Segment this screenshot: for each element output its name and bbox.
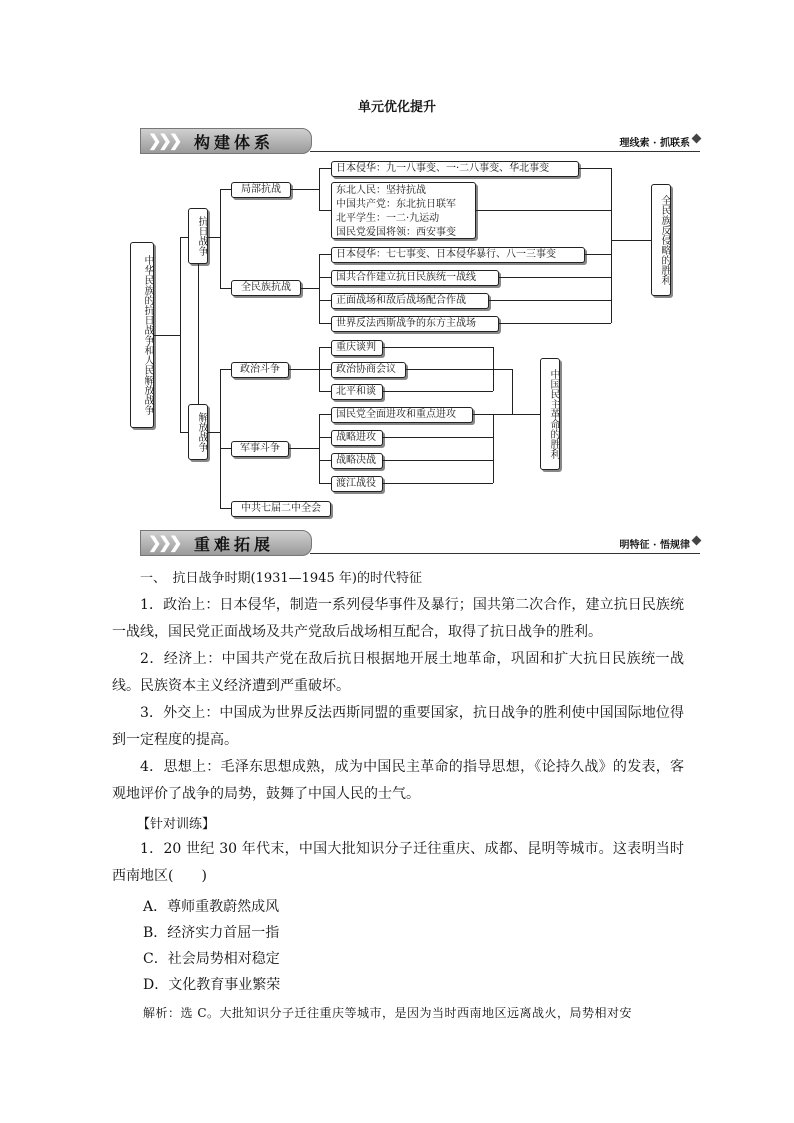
connector <box>319 460 331 461</box>
connector <box>611 240 651 241</box>
connector <box>319 254 320 323</box>
connector <box>291 189 319 190</box>
page-title: 单元优化提升 <box>357 100 436 115</box>
connector <box>220 189 231 190</box>
answer-explanation: 解析：选 C。大批知识分子迁往重庆等城市，是因为当时西南地区远离战火，局势相对安 <box>143 1006 632 1020</box>
connector <box>220 189 221 288</box>
paragraph: 4．思想上：毛泽东思想成熟，成为中国民主革命的指导思想，《论持久战》的发表，客观地评价了战争的局势，鼓舞了中国人民的士气。 <box>112 759 684 802</box>
node-junshi: 军事斗争 <box>231 441 289 457</box>
connector <box>493 369 512 370</box>
diagram-root: 中华民族的抗日战争和人民解放战争 <box>130 242 154 428</box>
connector <box>493 414 512 415</box>
node-victory1: 全民族反侵略的胜利 <box>651 184 671 296</box>
junshi-item: 渡江战役 <box>331 476 383 492</box>
connector <box>611 168 612 323</box>
node-victory2: 中国民主革命的胜利 <box>540 358 560 470</box>
connector <box>383 347 493 348</box>
connector <box>319 300 331 301</box>
connector <box>289 448 319 449</box>
connector <box>319 369 331 370</box>
connector <box>198 264 199 404</box>
connector <box>476 210 611 211</box>
connector <box>406 369 493 370</box>
connector <box>319 254 331 255</box>
node-jiefang: 解放战争 <box>188 404 208 460</box>
paragraph: 2．经济上：中国共产党在敌后抗日根据地开展土地革命，巩固和扩大抗日民族统一战线。民族资本主义经济遭到严重破坏。 <box>112 651 684 694</box>
chevron-icon: ❯❯❯ <box>148 533 180 552</box>
training-heading: 【针对训练】 <box>137 817 216 832</box>
node-kangri: 抗日战争 <box>188 208 208 264</box>
node-jubu: 局部抗战 <box>231 182 291 198</box>
paragraph: 3．外交上：中国成为世界反法西斯同盟的重要国家，抗日战争的胜利使中国国际地位得到一定程度的提高。 <box>112 705 684 748</box>
option: C．社会局势相对稳定 <box>143 951 280 967</box>
connector <box>383 437 493 438</box>
connector <box>383 391 493 392</box>
zhengzhi-item: 重庆谈判 <box>331 340 383 356</box>
connector <box>499 277 611 278</box>
paragraph: 1．政治上：日本侵华，制造一系列侵华事件及暴行；国共第二次合作，建立抗日民族统一战线，国民党正面战场及共产党敌后战场相互配合，取得了抗日战争的胜利。 <box>112 597 684 640</box>
connector <box>319 323 331 324</box>
chevron-icon: ❯❯❯ <box>148 131 180 150</box>
node-quanmin: 全民族抗战 <box>231 280 301 296</box>
connector <box>180 237 188 238</box>
banner-right-text: 明特征 · 悟规律 <box>619 540 690 551</box>
connector <box>208 432 220 433</box>
connector <box>208 237 220 238</box>
connector <box>220 369 221 508</box>
connector <box>180 237 181 432</box>
connector <box>512 414 540 415</box>
connector <box>512 369 513 414</box>
jubu-event: 日本侵华：九一八事变、一·二八事变、华北事变 <box>331 161 579 177</box>
jubu-resist-item: 东北人民：坚持抗战 <box>336 185 426 196</box>
connector <box>180 432 188 433</box>
connector <box>493 414 494 483</box>
banner-rule <box>310 151 700 152</box>
diamond-icon <box>692 134 702 144</box>
quanmin-item: 世界反法西斯战争的东方主战场 <box>331 316 499 332</box>
node-qijie: 中共七届二中全会 <box>231 501 331 517</box>
diamond-icon <box>692 536 702 546</box>
node-zhengzhi: 政治斗争 <box>231 362 289 378</box>
connector <box>154 335 180 336</box>
question: 1．20 世纪 30 年代末，中国大批知识分子迁往重庆、成都、昆明等城市。这表明当时西南地区( ) <box>112 841 684 884</box>
connector <box>383 483 493 484</box>
option: B．经济实力首屈一指 <box>143 925 280 941</box>
connector <box>220 508 231 509</box>
section-heading: 一、 抗日战争时期(1931—1945 年)的时代特征 <box>140 571 422 586</box>
connector <box>289 369 319 370</box>
junshi-item: 战略决战 <box>331 453 383 469</box>
connector <box>319 483 331 484</box>
connector <box>220 288 231 289</box>
connector <box>319 414 331 415</box>
connector <box>319 277 331 278</box>
connector <box>319 437 331 438</box>
connector <box>473 414 493 415</box>
section-banner-key-points <box>140 530 700 554</box>
banner-rule <box>310 553 700 554</box>
connector <box>220 448 231 449</box>
jubu-resist-item: 北平学生：一二·九运动 <box>336 213 440 224</box>
connector <box>319 391 331 392</box>
connector <box>319 210 331 211</box>
jubu-resist-item: 国民党爱国将领：西安事变 <box>336 227 456 238</box>
connector <box>489 300 611 301</box>
zhengzhi-item: 北平和谈 <box>331 384 383 400</box>
connector <box>319 347 331 348</box>
jubu-resist-item: 中国共产党：东北抗日联军 <box>336 199 456 210</box>
connector <box>319 414 320 483</box>
connector <box>319 168 331 169</box>
connector <box>585 254 611 255</box>
banner-label: 重难拓展 <box>194 535 275 554</box>
jubu-resist-group <box>331 182 476 239</box>
junshi-item: 国民党全面进攻和重点进攻 <box>331 407 473 423</box>
connector <box>220 369 231 370</box>
section-banner-build-system <box>140 128 700 152</box>
connector <box>383 460 493 461</box>
junshi-item: 战略进攻 <box>331 430 383 446</box>
connector <box>579 168 611 169</box>
connector <box>319 168 320 210</box>
quanmin-item: 正面战场和敌后战场配合作战 <box>331 293 489 309</box>
banner-right-text: 理线索 · 抓联系 <box>619 138 690 149</box>
option: A．尊师重教蔚然成风 <box>143 899 280 915</box>
zhengzhi-item: 政治协商会议 <box>331 362 406 378</box>
banner-label: 构建体系 <box>194 133 275 152</box>
connector <box>301 288 319 289</box>
option: D．文化教育事业繁荣 <box>143 977 281 993</box>
quanmin-item: 国共合作建立抗日民族统一战线 <box>331 270 499 286</box>
connector <box>499 323 611 324</box>
quanmin-item: 日本侵华：七七事变、日本侵华暴行、八一三事变 <box>331 247 585 263</box>
